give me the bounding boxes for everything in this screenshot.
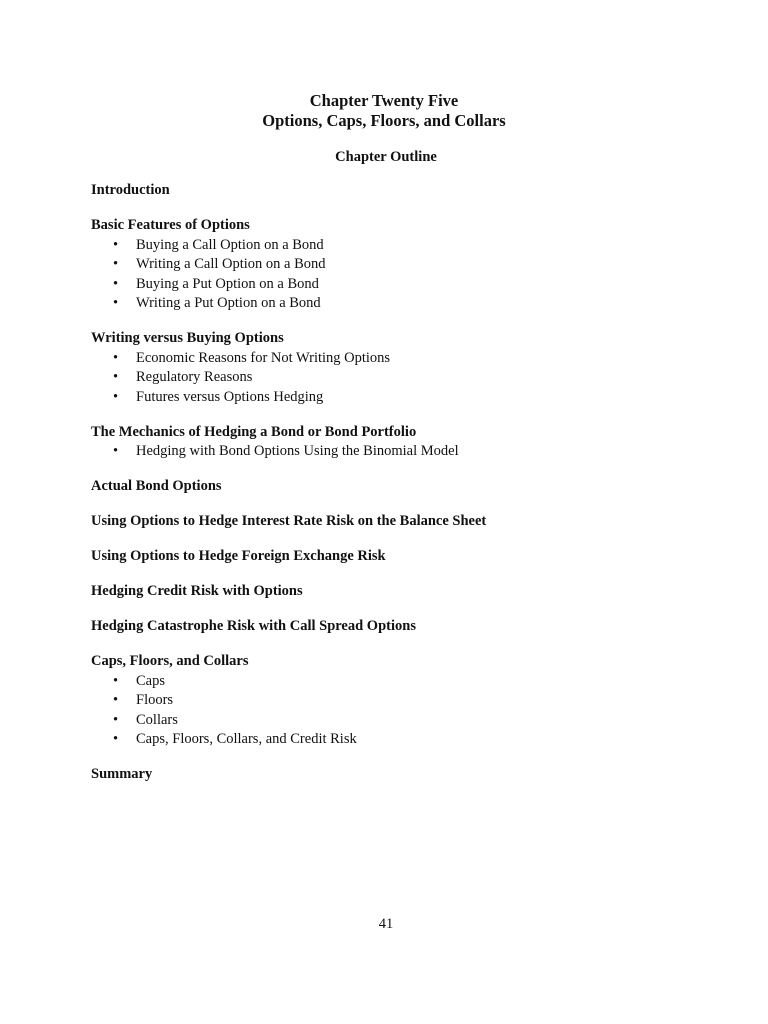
outline-heading: Chapter Outline bbox=[335, 149, 437, 165]
bullet-icon: • bbox=[113, 731, 119, 747]
outline-section bbox=[91, 582, 731, 602]
outline-section bbox=[91, 512, 731, 532]
bullet-icon: • bbox=[113, 236, 119, 253]
bullet-list bbox=[91, 349, 731, 408]
bullet-icon: • bbox=[113, 369, 119, 385]
list-item-text: Collars bbox=[136, 711, 178, 728]
list-item bbox=[91, 711, 731, 731]
list-item-text: Caps bbox=[136, 672, 165, 689]
bullet-icon: • bbox=[113, 275, 119, 292]
section-heading: Summary bbox=[91, 766, 153, 782]
page-number: 41 bbox=[378, 916, 394, 932]
outline-section bbox=[91, 423, 731, 462]
bullet-icon: • bbox=[113, 388, 119, 405]
chapter-title bbox=[0, 91, 768, 131]
list-item bbox=[91, 275, 731, 295]
section-heading: Actual Bond Options bbox=[91, 478, 222, 494]
chapter-number: Chapter Twenty Five bbox=[309, 91, 459, 110]
list-item bbox=[91, 388, 731, 408]
section-heading: Hedging Credit Risk with Options bbox=[91, 583, 303, 599]
outline-section bbox=[91, 547, 731, 567]
bullet-list bbox=[91, 672, 731, 750]
bullet-icon: • bbox=[113, 672, 119, 689]
list-item bbox=[91, 294, 731, 314]
outline-sections bbox=[91, 181, 731, 800]
list-item bbox=[91, 442, 731, 462]
list-item-text: Writing a Put Option on a Bond bbox=[136, 295, 321, 311]
outline-section bbox=[91, 329, 731, 407]
list-item bbox=[91, 691, 731, 711]
outline-section bbox=[91, 617, 731, 637]
section-heading: Caps, Floors, and Collars bbox=[91, 653, 249, 669]
list-item bbox=[91, 368, 731, 388]
section-heading: Basic Features of Options bbox=[91, 217, 250, 233]
list-item bbox=[91, 255, 731, 275]
bullet-icon: • bbox=[113, 295, 119, 311]
bullet-icon: • bbox=[113, 349, 119, 366]
bullet-icon: • bbox=[113, 711, 119, 728]
list-item-text: Caps, Floors, Collars, and Credit Risk bbox=[136, 731, 357, 747]
list-item-text: Buying a Put Option on a Bond bbox=[136, 275, 319, 292]
list-item bbox=[91, 349, 731, 369]
outline-section bbox=[91, 477, 731, 497]
section-heading: Hedging Catastrophe Risk with Call Spread Options bbox=[91, 618, 416, 634]
list-item bbox=[91, 730, 731, 750]
section-heading: The Mechanics of Hedging a Bond or Bond Portfolio bbox=[91, 423, 417, 440]
outline-section bbox=[91, 765, 731, 785]
list-item-text: Futures versus Options Hedging bbox=[136, 388, 324, 405]
chapter-name: Options, Caps, Floors, and Collars bbox=[262, 111, 506, 130]
list-item-text: Regulatory Reasons bbox=[136, 369, 253, 385]
bullet-icon: • bbox=[113, 256, 119, 272]
section-heading: Introduction bbox=[91, 182, 170, 198]
bullet-list bbox=[91, 236, 731, 314]
list-item-text: Floors bbox=[136, 692, 174, 708]
bullet-icon: • bbox=[113, 443, 119, 459]
bullet-icon: • bbox=[113, 692, 119, 708]
list-item-text: Buying a Call Option on a Bond bbox=[136, 236, 324, 253]
outline-section bbox=[91, 181, 731, 201]
section-heading: Using Options to Hedge Foreign Exchange Risk bbox=[91, 548, 386, 564]
outline-section bbox=[91, 652, 731, 750]
list-item bbox=[91, 672, 731, 692]
list-item bbox=[91, 236, 731, 256]
section-heading: Using Options to Hedge Interest Rate Risk on the Balance Sheet bbox=[91, 513, 487, 529]
list-item-text: Hedging with Bond Options Using the Binomial Model bbox=[136, 443, 459, 459]
bullet-list bbox=[91, 442, 731, 462]
section-heading: Writing versus Buying Options bbox=[91, 330, 284, 346]
list-item-text: Economic Reasons for Not Writing Options bbox=[136, 349, 391, 366]
outline-section bbox=[91, 216, 731, 314]
list-item-text: Writing a Call Option on a Bond bbox=[136, 256, 326, 272]
